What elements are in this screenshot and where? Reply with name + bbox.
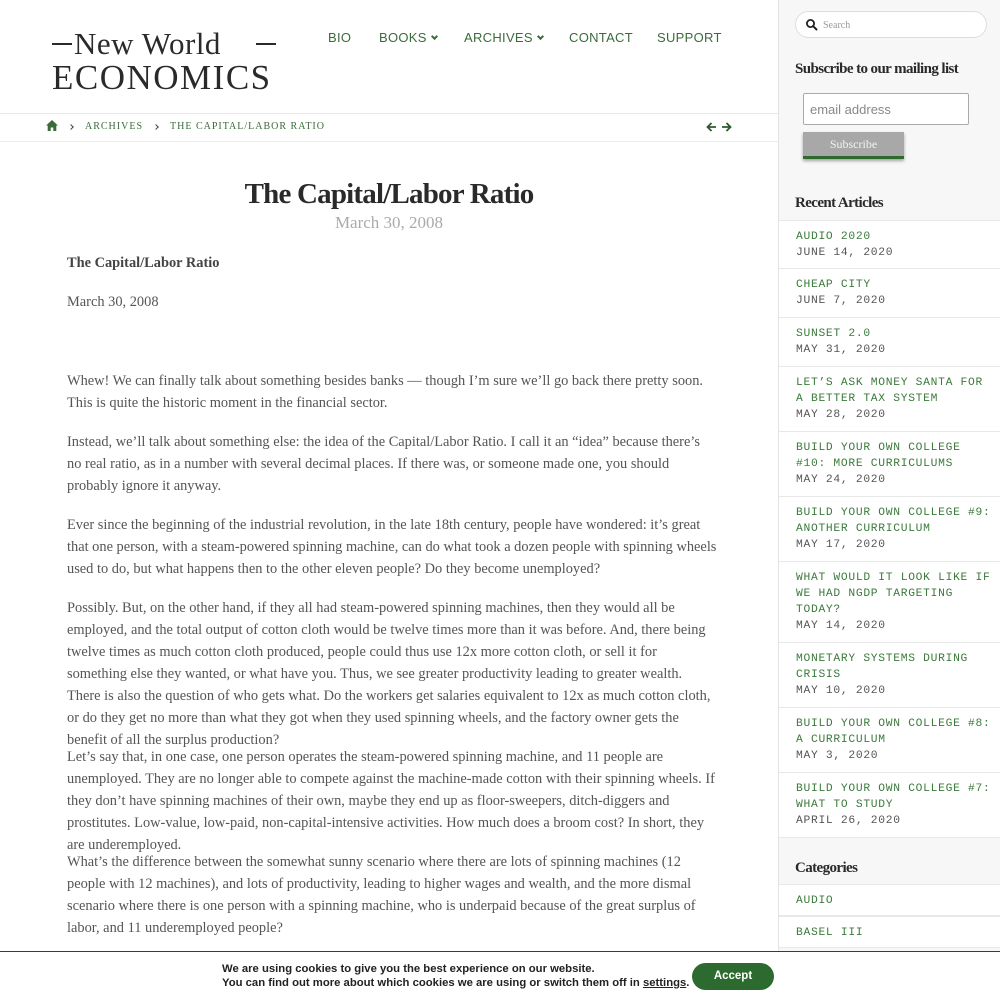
article-paragraph: Whew! We can finally talk about something besides banks — though I’m sure we’ll go back there pretty soon. This is quite the historic moment in the financial sector. bbox=[67, 373, 703, 411]
recent-article-date: APRIL 26, 2020 bbox=[796, 815, 901, 827]
cookie-line2-end: . bbox=[686, 977, 690, 989]
subscribe-button[interactable]: Subscribe bbox=[803, 132, 904, 159]
page-title: The Capital/Labor Ratio bbox=[244, 178, 534, 210]
breadcrumb-archives[interactable]: ARCHIVES bbox=[85, 121, 144, 133]
article-body-date: March 30, 2008 bbox=[67, 294, 159, 310]
recent-article-date: JUNE 7, 2020 bbox=[796, 295, 886, 307]
cookie-banner bbox=[0, 951, 1000, 1000]
recent-article-title[interactable]: AUDIO 2020 bbox=[796, 231, 871, 243]
nav-item-books[interactable] bbox=[379, 30, 437, 46]
home-icon[interactable] bbox=[46, 120, 58, 131]
nav-label: SUPPORT bbox=[657, 30, 722, 45]
recent-article-title[interactable]: A CURRICULUM bbox=[796, 734, 886, 746]
recent-article-title[interactable]: TODAY? bbox=[796, 604, 841, 616]
recent-article-item[interactable] bbox=[779, 561, 1000, 643]
recent-article-title[interactable]: BUILD YOUR OWN COLLEGE bbox=[796, 442, 961, 454]
nav-item-archives[interactable] bbox=[464, 30, 543, 46]
recent-article-title[interactable]: WHAT WOULD IT LOOK LIKE IF bbox=[796, 572, 991, 584]
nav-label: CONTACT bbox=[569, 30, 633, 45]
category-label[interactable]: AUDIO bbox=[796, 895, 834, 907]
nav-label: BOOKS bbox=[379, 30, 427, 45]
chevron-right-icon bbox=[68, 124, 74, 130]
site-logo[interactable] bbox=[52, 26, 278, 97]
post-pager bbox=[706, 121, 732, 133]
recent-article-date: MAY 31, 2020 bbox=[796, 344, 886, 356]
recent-article-title[interactable]: LET’S ASK MONEY SANTA FOR bbox=[796, 377, 983, 389]
breadcrumb-current[interactable]: THE CAPITAL/LABOR RATIO bbox=[170, 121, 325, 133]
recent-article-item[interactable] bbox=[779, 496, 1000, 562]
recent-article-date: JUNE 14, 2020 bbox=[796, 247, 894, 259]
post-date: March 30, 2008 bbox=[334, 213, 444, 232]
logo-rule-right bbox=[256, 43, 276, 45]
recent-article-item[interactable] bbox=[779, 366, 1000, 432]
recent-article-title[interactable]: WE HAD NGDP TARGETING bbox=[796, 588, 954, 600]
logo-top-line bbox=[52, 27, 278, 61]
logo-line1: New World bbox=[74, 26, 221, 61]
arrow-right-icon[interactable] bbox=[721, 121, 732, 133]
recent-article-title[interactable]: CHEAP CITY bbox=[796, 279, 871, 291]
recent-article-title[interactable]: A BETTER TAX SYSTEM bbox=[796, 393, 939, 405]
chevron-down-icon bbox=[537, 33, 544, 40]
recent-article-item[interactable] bbox=[779, 220, 1000, 269]
article-paragraph: What’s the difference between the somewhat sunny scenario where there are lots of spinning machines (12 people with 12 machines), and lots of productivity, leading to higher wages and wealth, and the more dismal scenario where there is one person with a spinning machine, who is underpaid because of the great surplus of labor, and 11 underemployed people? bbox=[67, 854, 696, 936]
recent-articles-heading: Recent Articles bbox=[795, 195, 884, 211]
email-field[interactable] bbox=[803, 93, 969, 125]
article-paragraph: Instead, we’ll talk about something else: the idea of the Capital/Labor Ratio. I call it an “idea” because there’s no real ratio, as in a number with several decimal places. If there was, or someone made one, you should probably ignore it anyway. bbox=[67, 434, 700, 494]
category-label[interactable]: BASEL III bbox=[796, 927, 864, 939]
recent-article-item[interactable] bbox=[779, 431, 1000, 497]
cookie-settings-link[interactable]: settings bbox=[642, 977, 687, 989]
logo-line2: ECONOMICS bbox=[52, 58, 272, 97]
logo-rule-left bbox=[52, 43, 72, 45]
category-item[interactable] bbox=[779, 916, 1000, 948]
sidebar bbox=[778, 0, 1000, 1000]
arrow-left-icon[interactable] bbox=[706, 121, 717, 133]
recent-article-title[interactable]: CRISIS bbox=[796, 669, 841, 681]
nav-item-bio[interactable] bbox=[328, 30, 351, 46]
recent-article-date: MAY 14, 2020 bbox=[796, 620, 886, 632]
recent-article-title[interactable]: SUNSET 2.0 bbox=[796, 328, 871, 340]
search-input[interactable] bbox=[823, 16, 978, 34]
category-item[interactable] bbox=[779, 884, 1000, 916]
site-header bbox=[0, 0, 778, 114]
nav-item-support[interactable] bbox=[657, 30, 722, 46]
nav-item-contact[interactable] bbox=[569, 30, 633, 46]
cookie-line2-text: You can find out more about which cookies we are using or switch them off in bbox=[222, 977, 643, 989]
recent-article-title[interactable]: WHAT TO STUDY bbox=[796, 799, 894, 811]
cookie-line1: We are using cookies to give you the best experience on our website. bbox=[222, 963, 595, 975]
article-body-title: The Capital/Labor Ratio bbox=[67, 255, 220, 271]
recent-article-title[interactable]: BUILD YOUR OWN COLLEGE #9: bbox=[796, 507, 991, 519]
categories-heading: Categories bbox=[795, 860, 858, 876]
search-box bbox=[795, 11, 987, 38]
article-paragraph: Possibly. But, on the other hand, if they all had steam-powered spinning machines, then they would all be employed, and the total output of cotton cloth would be twelve times more than it was before. And, there being twelve times as much cotton cloth produced, people could thus use 12x more cotton cloth, or sell it for something else they wanted, or what have you. Thus, we see greater productivity leading to greater wealth. There is also the question of who gets what. Do the workers get salaries equivalent to 12x as much cotton cloth, or do they get no more than what they got when they used spinning wheels, and the factory owner gets the benefit of all the surplus production? bbox=[67, 600, 711, 748]
nav-label: ARCHIVES bbox=[464, 30, 533, 45]
nav-label: BIO bbox=[328, 30, 352, 45]
breadcrumb-bar bbox=[0, 114, 778, 142]
recent-article-date: MAY 28, 2020 bbox=[796, 409, 886, 421]
recent-article-date: MAY 24, 2020 bbox=[796, 474, 886, 486]
recent-article-item[interactable] bbox=[779, 317, 1000, 367]
breadcrumb bbox=[46, 121, 325, 132]
recent-article-item[interactable] bbox=[779, 707, 1000, 773]
recent-article-date: MAY 10, 2020 bbox=[796, 685, 886, 697]
mailing-list-heading: Subscribe to our mailing list bbox=[795, 61, 959, 77]
article-paragraph: Let’s say that, in one case, one person operates the steam-powered spinning machine, and 11 people are unemployed. They are no longer able to compete against the machine-made cotton with their spinning wheels. If they don’t have spinning machines of their own, maybe they end up as floor-sweepers, ditch-diggers and prostitutes. Low-value, low-paid, non-capital-intensive activities. How much does a broom cost? In short, they are underemployed. bbox=[67, 749, 715, 853]
recent-article-date: MAY 3, 2020 bbox=[796, 750, 879, 762]
recent-article-title[interactable]: BUILD YOUR OWN COLLEGE #8: bbox=[796, 718, 991, 730]
accept-cookies-button[interactable]: Accept bbox=[692, 963, 774, 990]
cookie-line2 bbox=[222, 976, 689, 990]
article-paragraph: Ever since the beginning of the industrial revolution, in the late 18th century, people have wondered: it’s great that one person, with a steam-powered spinning machine, can do what took a dozen people with spinning wheels used to do, but what happens then to the other eleven people? Do they become unemployed? bbox=[67, 517, 717, 577]
search-icon bbox=[805, 18, 819, 32]
recent-article-item[interactable] bbox=[779, 268, 1000, 318]
recent-article-title[interactable]: BUILD YOUR OWN COLLEGE #7: bbox=[796, 783, 991, 795]
recent-article-title[interactable]: #10: MORE CURRICULUMS bbox=[796, 458, 954, 470]
chevron-right-icon bbox=[153, 124, 159, 130]
recent-article-item[interactable] bbox=[779, 772, 1000, 838]
recent-article-date: MAY 17, 2020 bbox=[796, 539, 886, 551]
recent-article-item[interactable] bbox=[779, 642, 1000, 708]
cookie-message bbox=[222, 962, 689, 990]
recent-article-title[interactable]: MONETARY SYSTEMS DURING bbox=[796, 653, 969, 665]
chevron-down-icon bbox=[431, 33, 438, 40]
recent-article-title[interactable]: ANOTHER CURRICULUM bbox=[796, 523, 931, 535]
